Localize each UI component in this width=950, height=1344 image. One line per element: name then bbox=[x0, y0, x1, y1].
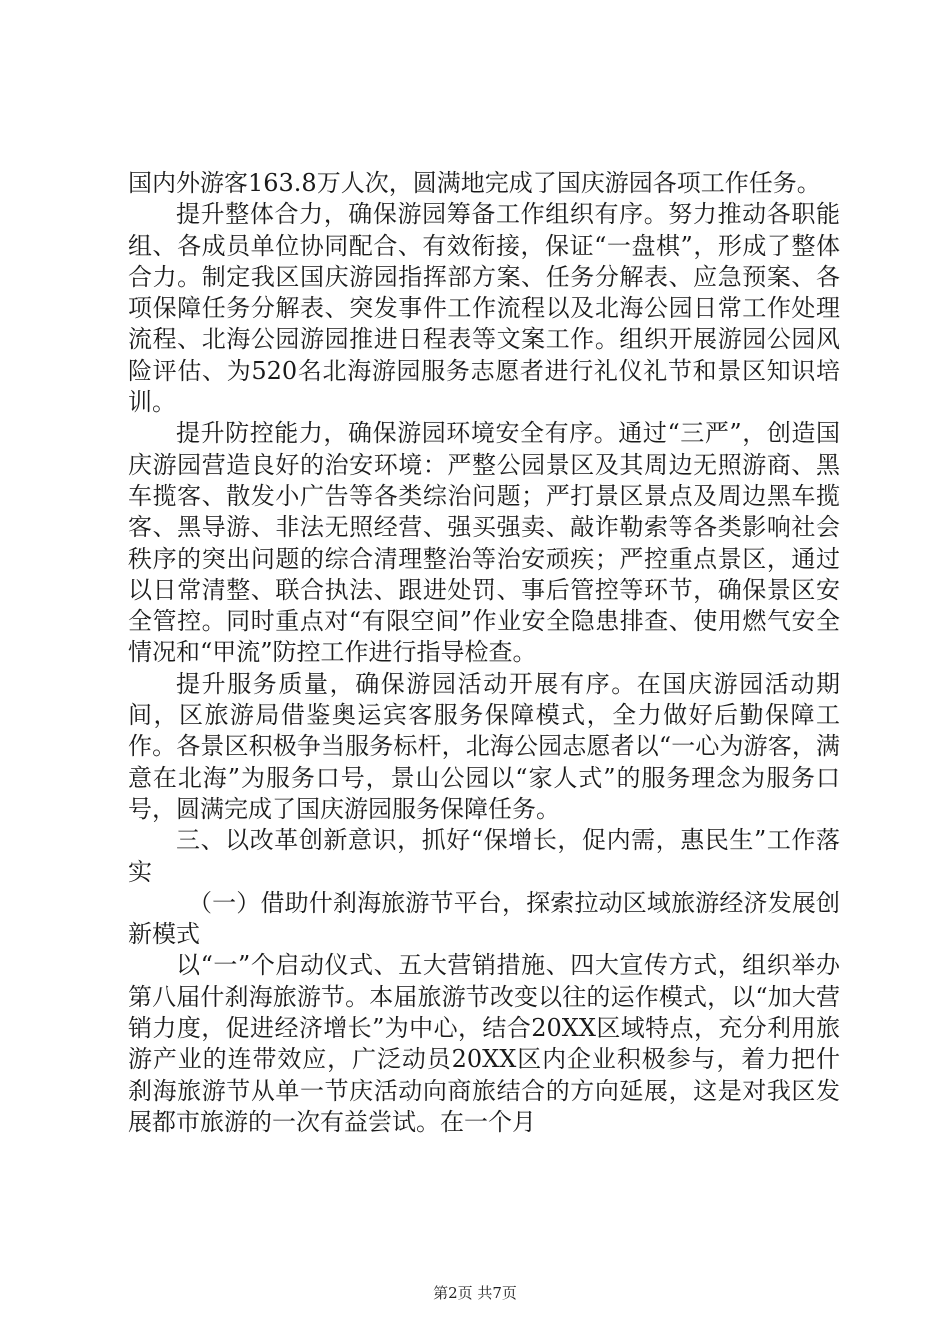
paragraph-4: 提升服务质量，确保游园活动开展有序。在国庆游园活动期间，区旅游局借鉴奥运宾客服务保障模式，全力做好后勤保障工作。各景区积极争当服务标杆，北海公园志愿者以“一心为游客，满意在北海”为服务口号，景山公园以“家人式”的服务理念为服务口号，圆满完成了国庆游园服务保障任务。 bbox=[128, 669, 840, 823]
subsection-heading: （一）借助什刹海旅游节平台，探索拉动区域旅游经济发展创新模式 bbox=[128, 888, 840, 949]
paragraph-5: 以“一”个启动仪式、五大营销措施、四大宣传方式，组织举办第八届什刹海旅游节。本届旅游节改变以往的运作模式，以“加大营销力度，促进经济增长”为中心，结合20XX区域特点，充分利用旅游产业的连带效应，广泛动员20XX区内企业积极参与，着力把什刹海旅游节从单一节庆活动向商旅结合的方向延展，这是对我区发展都市旅游的一次有益尝试。在一个月 bbox=[128, 951, 840, 1136]
page-footer: 第2页 共7页 bbox=[433, 1284, 517, 1302]
document-body bbox=[128, 168, 840, 1138]
paragraph-1: 国内外游客163.8万人次，圆满地完成了国庆游园各项工作任务。 bbox=[128, 169, 821, 197]
paragraph-2: 提升整体合力，确保游园筹备工作组织有序。努力推动各职能组、各成员单位协同配合、有效衔接，保证“一盘棋”，形成了整体合力。制定我区国庆游园指挥部方案、任务分解表、应急预案、各项保障任务分解表、突发事件工作流程以及北海公园日常工作处理流程、北海公园游园推进日程表等文案工作。组织开展游园公园风险评估、为520名北海游园服务志愿者进行礼仪礼节和景区知识培训。 bbox=[128, 200, 840, 417]
section-heading: 三、以改革创新意识，抓好“保增长，促内需，惠民生”工作落实 bbox=[128, 826, 840, 886]
paragraph-3: 提升防控能力，确保游园环境安全有序。通过“三严”，创造国庆游园营造良好的治安环境：严整公园景区及其周边无照游商、黑车揽客、散发小广告等各类综治问题；严打景区景点及周边黑车揽客、黑导游、非法无照经营、强买强卖、敲诈勒索等各类影响社会秩序的突出问题的综合清理整治等治安顽疾；严控重点景区，通过以日常清整、联合执法、跟进处罚、事后管控等环节，确保景区安全管控。同时重点对“有限空间”作业安全隐患排查、使用燃气安全情况和“甲流”防控工作进行指导检查。 bbox=[128, 419, 840, 667]
